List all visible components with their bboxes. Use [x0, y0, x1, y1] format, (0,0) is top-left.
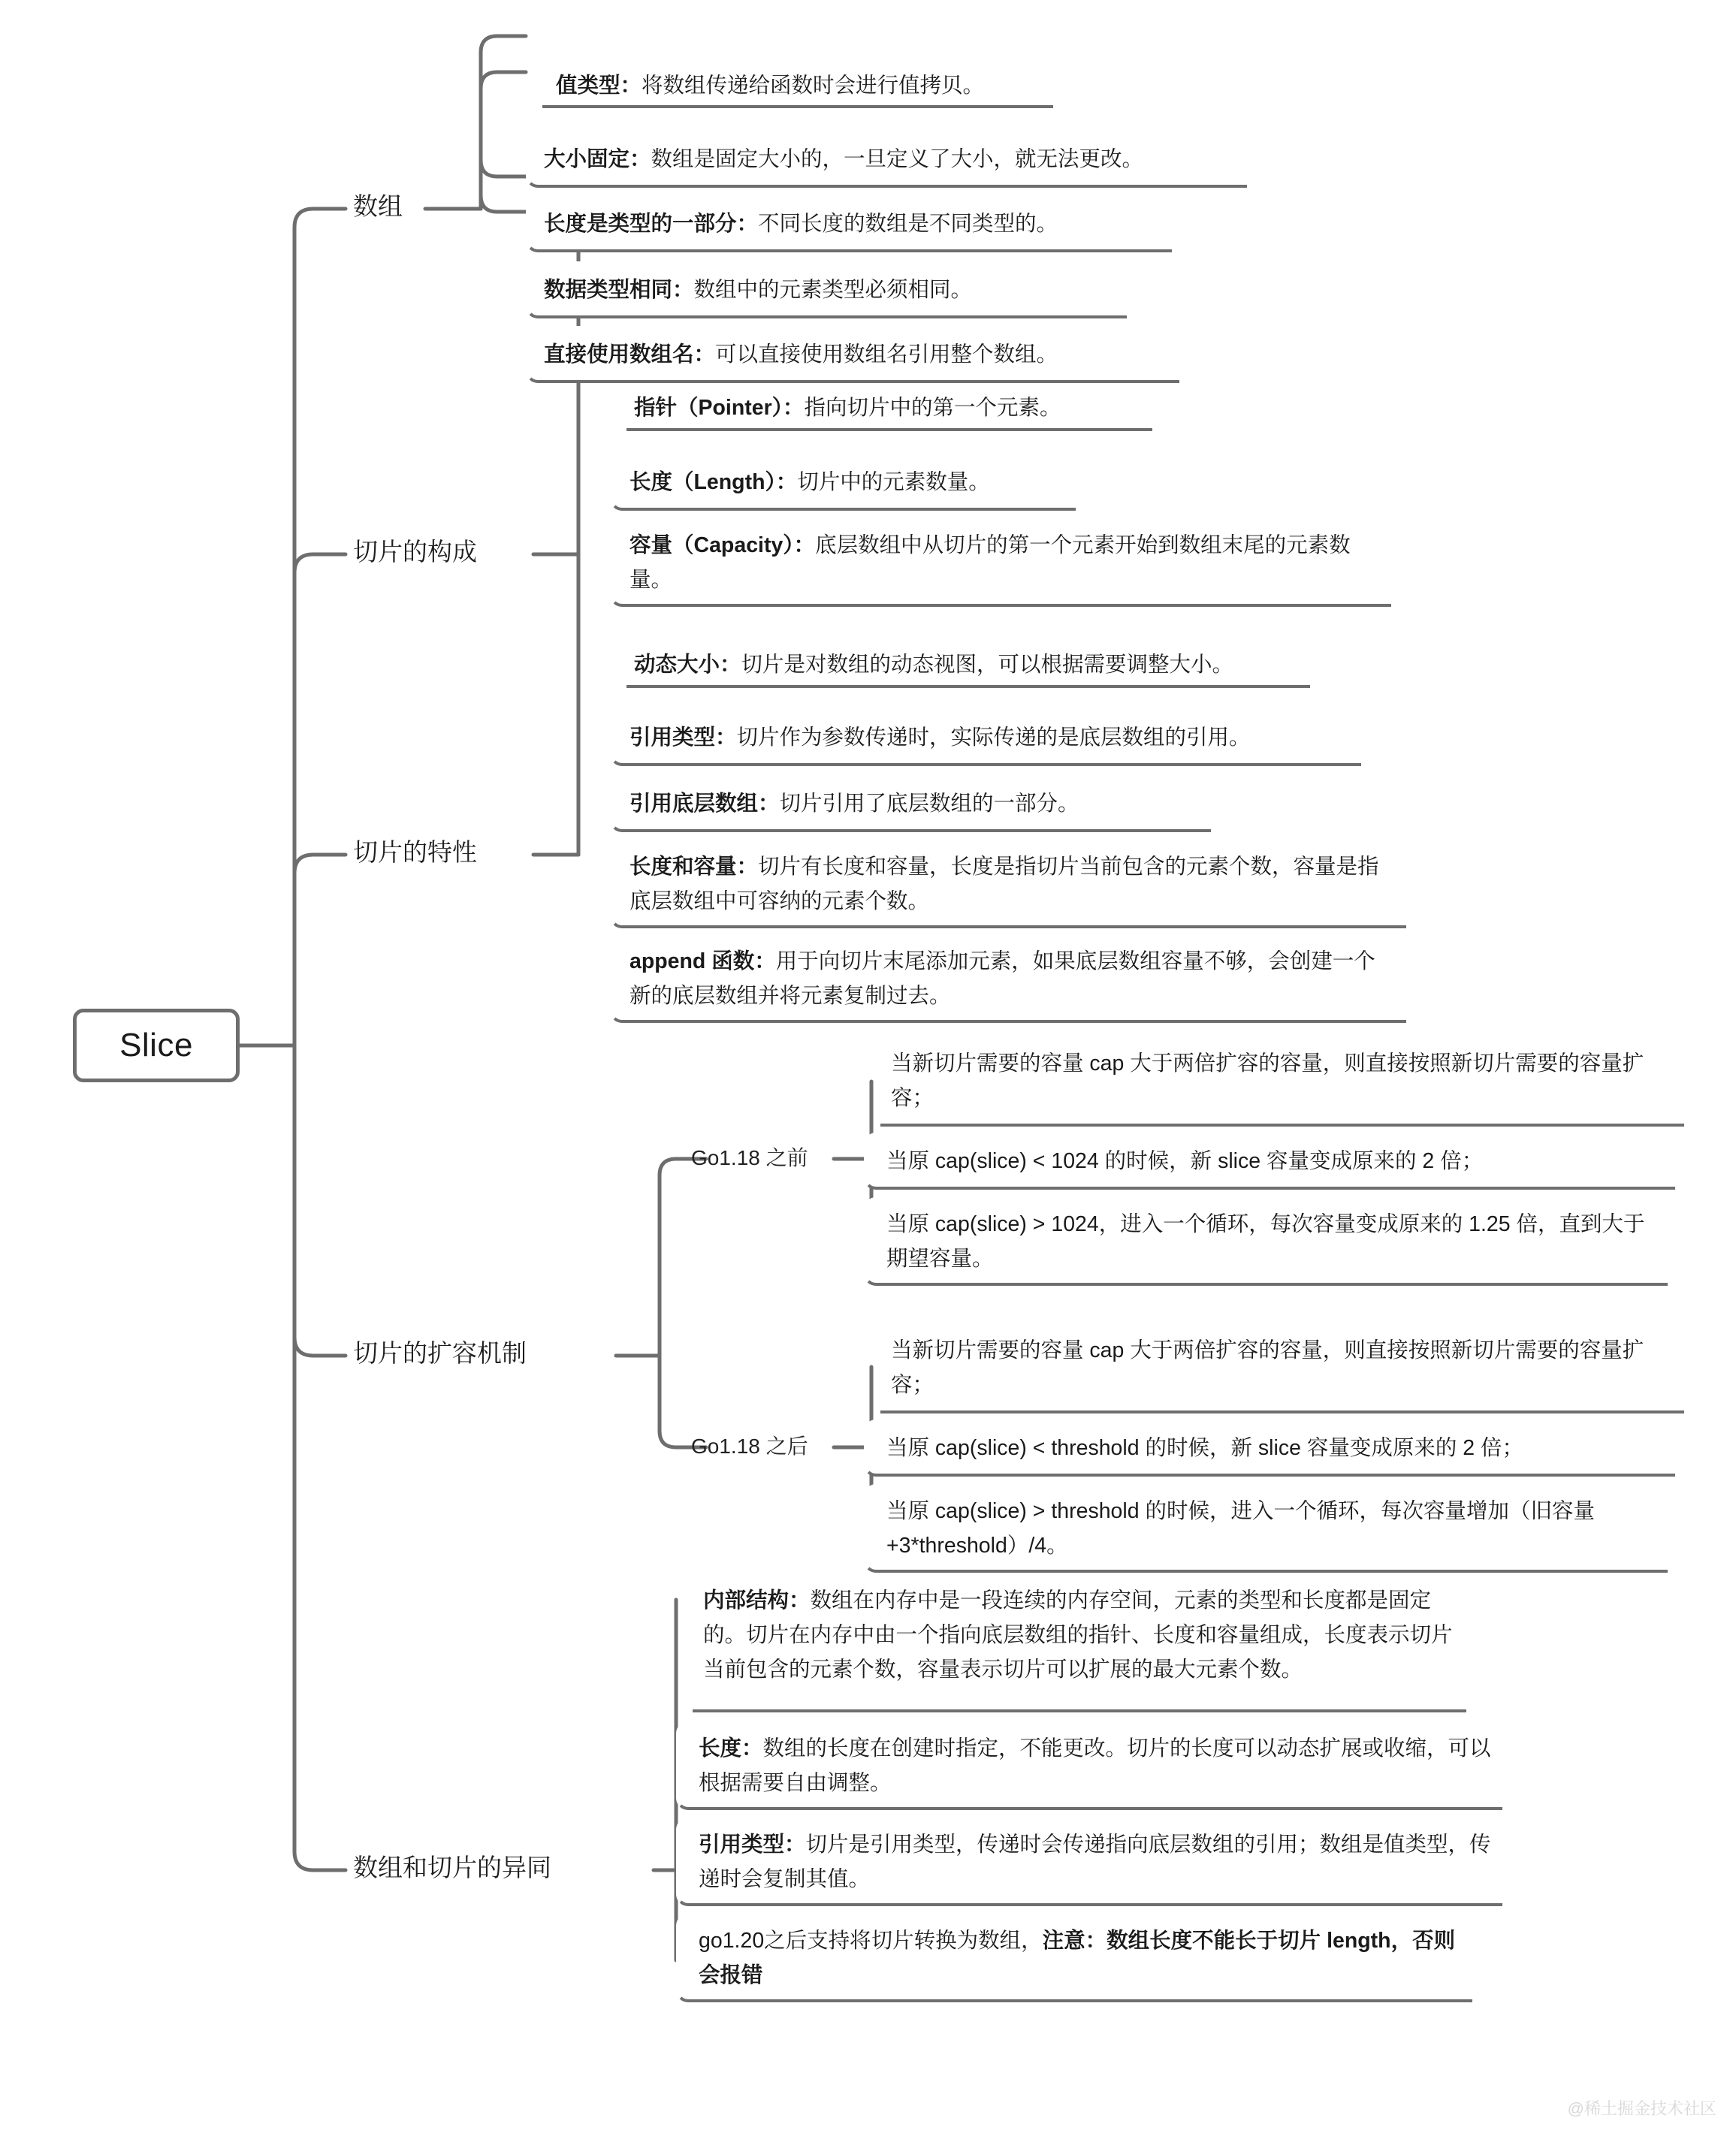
leaf-slice-struct-2[interactable]	[610, 518, 1391, 607]
leaf-slice-struct-2-text: 容量（Capacity）：底层数组中从切片的第一个元素开始到数组末尾的元素数量。	[629, 532, 1351, 592]
leaf-grow-after-0[interactable]	[880, 1325, 1684, 1413]
branch-slice-feature-label: 切片的特性	[353, 838, 477, 866]
branch-slice-grow[interactable]	[353, 1338, 527, 1368]
group-after-go118-label: Go1.18 之后	[691, 1435, 808, 1458]
leaf-grow-after-2[interactable]	[864, 1484, 1668, 1573]
leaf-array-4[interactable]	[526, 326, 1179, 383]
leaf-slice-feature-2[interactable]	[610, 775, 1211, 832]
leaf-diff-0[interactable]	[693, 1579, 1466, 1712]
branch-slice-grow-label: 切片的扩容机制	[353, 1339, 527, 1367]
leaf-array-2[interactable]	[526, 195, 1172, 252]
leaf-diff-1-text: 长度：数组的长度在创建时指定，不能更改。切片的长度可以动态扩展或收缩，可以根据需要自由调整。	[699, 1736, 1491, 1795]
root-node-label: Slice	[119, 1027, 193, 1063]
leaf-slice-feature-1-text: 引用类型：切片作为参数传递时，实际传递的是底层数组的引用。	[629, 725, 1251, 750]
leaf-slice-struct-1[interactable]	[610, 454, 1076, 511]
leaf-slice-feature-3-text: 长度和容量：切片有长度和容量，长度是指切片当前包含的元素个数，容量是指底层数组中可容纳的元素个数。	[629, 854, 1379, 913]
leaf-diff-2-text: 引用类型：切片是引用类型，传递时会传递指向底层数组的引用；数组是值类型，传递时会复制其值。	[699, 1832, 1491, 1891]
branch-array[interactable]	[353, 192, 403, 222]
leaf-grow-before-1[interactable]	[864, 1133, 1675, 1190]
leaf-diff-1[interactable]	[676, 1721, 1502, 1810]
leaf-array-3[interactable]	[526, 261, 1127, 318]
watermark: @稀土掘金技术社区	[1567, 2099, 1716, 2118]
leaf-array-1[interactable]	[526, 131, 1247, 188]
branch-slice-feature[interactable]	[353, 837, 477, 867]
leaf-array-2-text: 长度是类型的一部分：不同长度的数组是不同类型的。	[544, 211, 1058, 236]
leaf-grow-before-2[interactable]	[864, 1197, 1668, 1286]
leaf-slice-feature-4[interactable]	[610, 934, 1406, 1023]
leaf-array-3-text: 数据类型相同：数组中的元素类型必须相同。	[544, 277, 973, 302]
leaf-slice-feature-2-text: 引用底层数组：切片引用了底层数组的一部分。	[629, 791, 1079, 816]
branch-diff[interactable]	[353, 1853, 551, 1883]
branch-slice-struct-label: 切片的构成	[353, 538, 477, 566]
branch-array-label: 数组	[353, 192, 403, 220]
leaf-diff-0-text: 内部结构：数组在内存中是一段连续的内存空间，元素的类型和长度都是固定的。切片在内存中由一个指向底层数组的指针、长度和容量组成，长度表示切片当前包含的元素个数，容量表示切片可以扩展的最大元素个数。	[703, 1588, 1453, 1682]
leaf-array-0-text: 值类型：将数组传递给函数时会进行值拷贝。	[556, 73, 985, 98]
leaf-grow-before-0-text: 当新切片需要的容量 cap 大于两倍扩容的容量，则直接按照新切片需要的容量扩容；	[891, 1051, 1644, 1110]
leaf-array-0[interactable]	[542, 66, 1053, 108]
leaf-grow-after-0-text: 当新切片需要的容量 cap 大于两倍扩容的容量，则直接按照新切片需要的容量扩容；	[891, 1338, 1644, 1397]
branch-diff-label: 数组和切片的异同	[353, 1854, 551, 1881]
group-before-go118-label: Go1.18 之前	[691, 1146, 808, 1169]
leaf-grow-before-0[interactable]	[880, 1038, 1684, 1127]
leaf-slice-struct-0[interactable]	[626, 388, 1152, 431]
leaf-grow-before-2-text: 当原 cap(slice) > 1024，进入一个循环，每次容量变成原来的 1.25 倍，直到大于期望容量。	[886, 1211, 1645, 1271]
leaf-array-1-text: 大小固定：数组是固定大小的，一旦定义了大小，就无法更改。	[544, 146, 1144, 171]
leaf-slice-feature-3[interactable]	[610, 840, 1406, 928]
leaf-grow-before-1-text: 当原 cap(slice) < 1024 的时候，新 slice 容量变成原来的 2 倍；	[886, 1148, 1484, 1173]
leaf-slice-feature-0-text: 动态大小：切片是对数组的动态视图，可以根据需要调整大小。	[634, 652, 1234, 677]
branch-slice-struct[interactable]	[353, 537, 477, 567]
leaf-slice-struct-0-text: 指针（Pointer）：指向切片中的第一个元素。	[634, 395, 1061, 420]
leaf-grow-after-1[interactable]	[864, 1419, 1675, 1477]
leaf-diff-2[interactable]	[676, 1818, 1502, 1906]
group-after-go118[interactable]	[691, 1434, 808, 1459]
leaf-array-4-text: 直接使用数组名：可以直接使用数组名引用整个数组。	[544, 342, 1058, 367]
leaf-slice-feature-1[interactable]	[610, 709, 1361, 766]
group-before-go118[interactable]	[691, 1145, 808, 1171]
leaf-slice-feature-4-text: append 函数：用于向切片末尾添加元素，如果底层数组容量不够，会创建一个新的底层数组并将元素复制过去。	[629, 949, 1375, 1008]
leaf-diff-3[interactable]	[676, 1914, 1472, 2002]
leaf-slice-feature-0[interactable]	[626, 644, 1310, 688]
leaf-slice-struct-1-text: 长度（Length）：切片中的元素数量。	[629, 469, 990, 494]
root-node[interactable]	[73, 1009, 240, 1082]
leaf-grow-after-2-text: 当原 cap(slice) > threshold 的时候，进入一个循环，每次容量增加（旧容量+3*threshold）/4。	[886, 1498, 1596, 1558]
leaf-grow-after-1-text: 当原 cap(slice) < threshold 的时候，新 slice 容量变成原来的 2 倍；	[886, 1435, 1524, 1460]
leaf-diff-3-text: go1.20之后支持将切片转换为数组，注意：数组长度不能长于切片 length，否则会报错	[699, 1928, 1456, 1987]
